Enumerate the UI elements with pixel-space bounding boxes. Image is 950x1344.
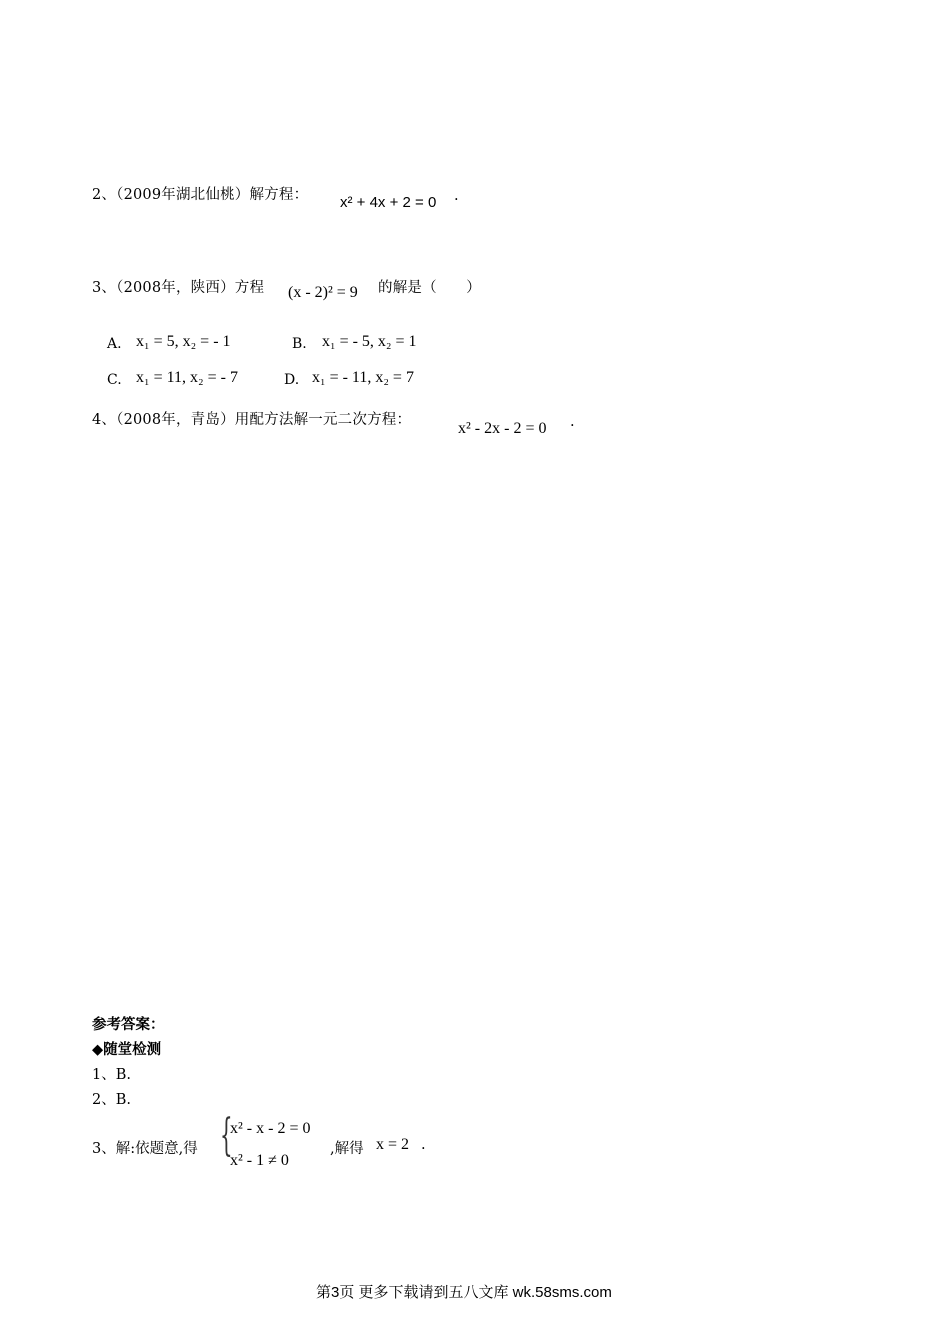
answer-2: 2、B. [92,1092,131,1108]
question-3-label: 3、（2008年，陕西）方程 [92,280,265,296]
answers-heading: 参考答案： [92,1016,165,1033]
answers-section-title: ◆随堂检测 [92,1041,162,1058]
answer-3-system-line-1: x² - x - 2 = 0 [230,1120,311,1137]
option-a-text: x₁ = 5, x₂ = - 1 [136,333,231,350]
page-footer: 第3页 更多下载请到五八文库 wk.58sms.com [316,1284,612,1301]
question-2-label: 2、（2009年湖北仙桃）解方程： [92,187,309,203]
answer-1: 1、B. [92,1067,131,1083]
option-c-text: x₁ = 11, x₂ = - 7 [136,369,238,386]
option-c-letter: C. [107,372,122,388]
question-3-equation: (x - 2)² = 9 [288,284,358,301]
question-3-suffix: 的解是（ ） [378,280,481,296]
option-a-letter: A. [107,336,122,352]
answer-3-result: x = 2 [376,1136,410,1153]
option-b-text: x₁ = - 5, x₂ = 1 [322,333,417,350]
question-2-period: . [454,188,459,204]
answer-3-prefix: 3、解:依题意,得 [92,1141,198,1157]
question-4-equation: x² - 2x - 2 = 0 [458,420,547,437]
answer-3-period: . [421,1137,426,1153]
question-4-label: 4、（2008年，青岛）用配方法解一元二次方程： [92,412,412,428]
question-2-equation: x² + 4x + 2 = 0 [340,194,437,211]
answer-3-suffix: ,解得 [330,1141,364,1157]
option-d-text: x₁ = - 11, x₂ = 7 [312,369,414,386]
option-b-letter: B. [292,336,307,352]
answer-3-system-line-2: x² - 1 ≠ 0 [230,1152,289,1169]
system-brace-icon: { [220,1110,233,1161]
option-d-letter: D. [284,372,300,388]
question-4-period: . [570,414,575,430]
